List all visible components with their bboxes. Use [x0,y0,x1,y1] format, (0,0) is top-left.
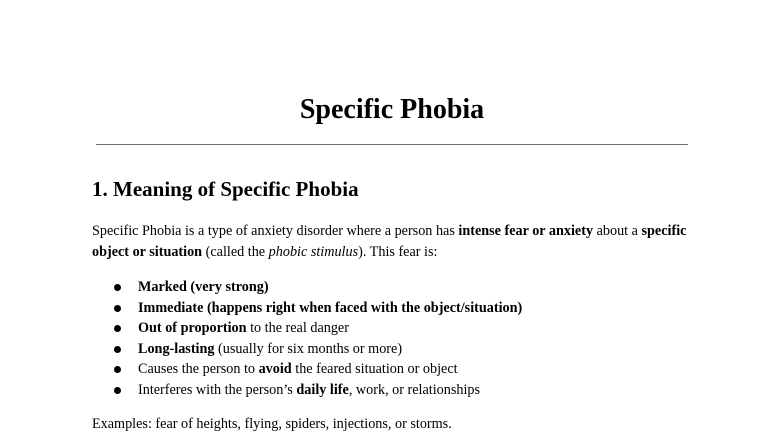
bullet-list [92,277,522,400]
bullet-bold-text: daily life [296,381,349,398]
bullet-text: the feared situation or object [291,361,458,377]
bullet-text: (usually for six months or more) [214,340,403,357]
bullet-item [92,339,522,360]
bullet-item [92,359,522,380]
bullet-bold-text: Long-lasting [138,340,215,357]
bullet-dot-icon [114,305,121,312]
bullet-item [92,318,522,339]
intro-text: (called the [202,244,269,260]
bullet-item [92,380,522,401]
intro-bold-text: specific object or situation [92,223,687,260]
intro-italic-text: phobic stimulus [268,244,359,260]
examples-paragraph: Examples: fear of heights, flying, spiders, injections, or storms. [92,416,452,432]
bullet-item [92,298,522,319]
intro-paragraph [92,221,702,263]
bullet-text: to the real danger [246,320,349,336]
document-title: Specific Phobia [299,94,485,125]
bullet-dot-icon [114,325,121,332]
intro-bold-text: intense fear or anxiety [458,223,594,239]
bullet-dot-icon [114,346,121,353]
bullet-dot-icon [114,387,121,394]
bullet-bold-text: Immediate (happens right when faced with the object/situation) [138,299,523,316]
bullet-dot-icon [114,366,121,373]
bullet-item [92,277,522,298]
bullet-bold-text: Marked (very strong) [138,279,269,295]
title-divider [96,144,688,145]
section-heading: 1. Meaning of Specific Phobia [92,177,359,201]
bullet-dot-icon [114,284,121,291]
intro-text: about a [593,223,642,239]
bullet-bold-text: avoid [258,361,292,377]
bullet-bold-text: Out of proportion [138,320,247,336]
intro-text: Specific Phobia is a type of anxiety disorder where a person has [92,223,459,239]
bullet-text: Causes the person to [138,361,259,377]
bullet-text: , work, or relationships [348,381,481,398]
bullet-text: Interferes with the person’s [138,381,297,398]
intro-text: ). This fear is: [358,244,438,260]
